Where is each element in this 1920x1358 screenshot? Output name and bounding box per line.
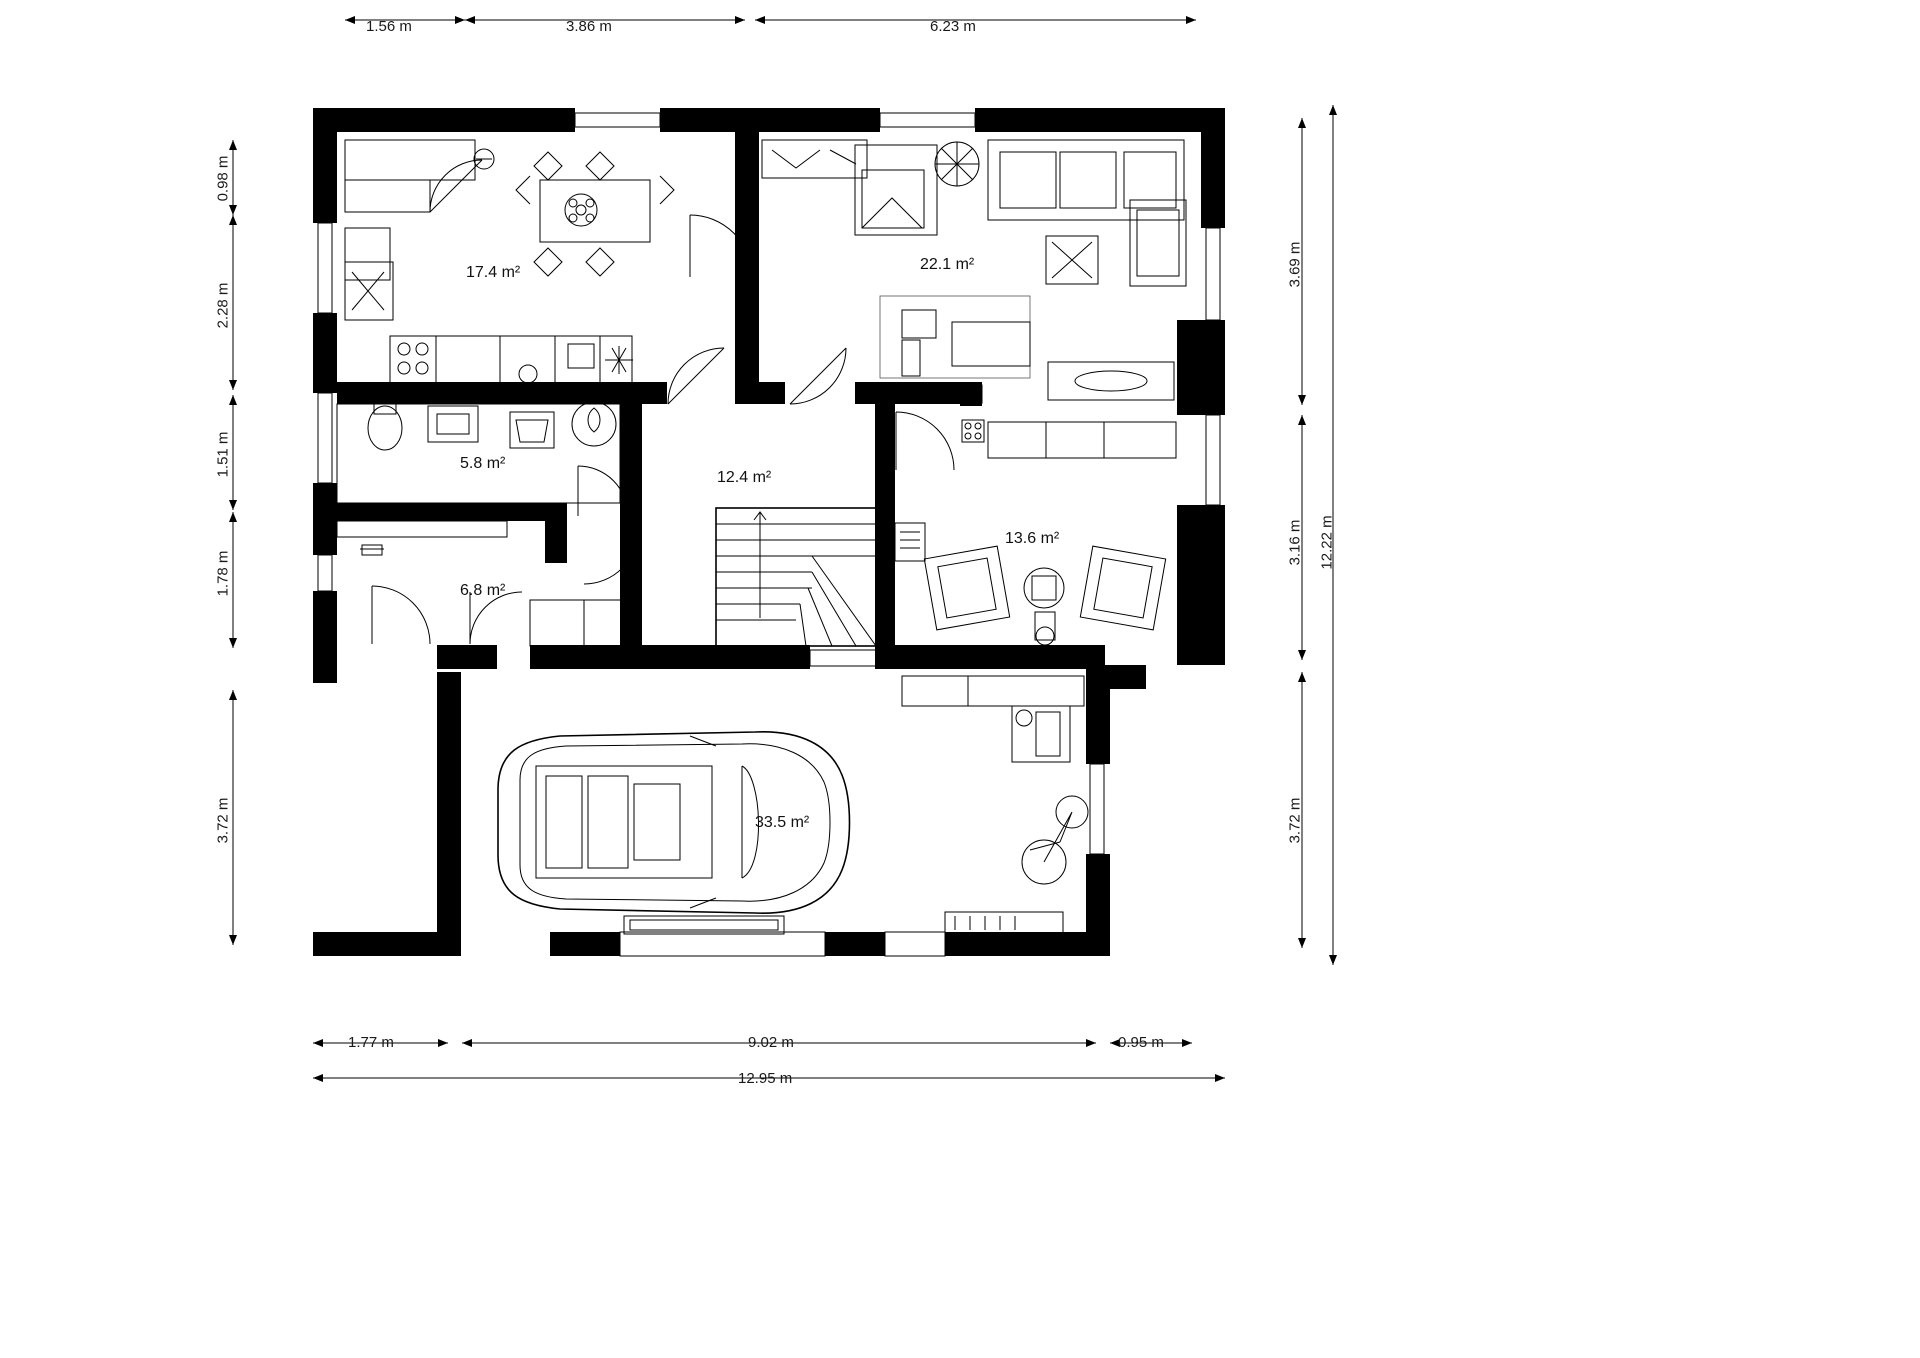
dim-bottom-1: 1.77 m	[348, 1034, 394, 1051]
room-area-living-room: 22.1 m²	[920, 256, 975, 273]
dim-right-1: 3.69 m	[1286, 241, 1304, 288]
furniture-garage-car	[498, 732, 850, 934]
dim-left-2: 2.28 m	[214, 282, 232, 329]
dimension-lines-top	[345, 16, 1196, 24]
furniture-bathroom	[368, 348, 846, 516]
room-area-kitchen-dining: 17.4 m²	[466, 264, 521, 281]
dim-left-3: 1.51 m	[214, 431, 232, 478]
dim-left-4: 1.78 m	[214, 550, 232, 597]
room-area-hallway: 12.4 m²	[717, 469, 772, 486]
dim-right-total: 12.22 m	[1318, 515, 1336, 570]
dim-left-1: 0.98 m	[214, 155, 232, 202]
furniture-living-room	[762, 140, 1186, 470]
room-area-study: 13.6 m²	[1005, 530, 1060, 547]
staircase	[716, 508, 876, 646]
room-area-bedroom: 6.8 m²	[460, 582, 506, 599]
dim-right-2: 3.16 m	[1286, 519, 1304, 566]
dim-top-3: 6.23 m	[930, 18, 976, 35]
dim-bottom-2: 9.02 m	[748, 1034, 794, 1051]
dim-right-3: 3.72 m	[1286, 797, 1304, 844]
dim-top-1: 1.56 m	[366, 18, 412, 35]
furniture-study	[895, 523, 1166, 934]
dim-bottom-3: 0.95 m	[1118, 1034, 1164, 1051]
room-area-bathroom: 5.8 m²	[460, 455, 506, 472]
dim-left-5: 3.72 m	[214, 797, 232, 844]
dim-top-2: 3.86 m	[566, 18, 612, 35]
room-area-garage: 33.5 m²	[755, 814, 810, 831]
dim-bottom-total: 12.95 m	[738, 1070, 793, 1087]
furniture-kitchen-dining	[345, 140, 752, 384]
